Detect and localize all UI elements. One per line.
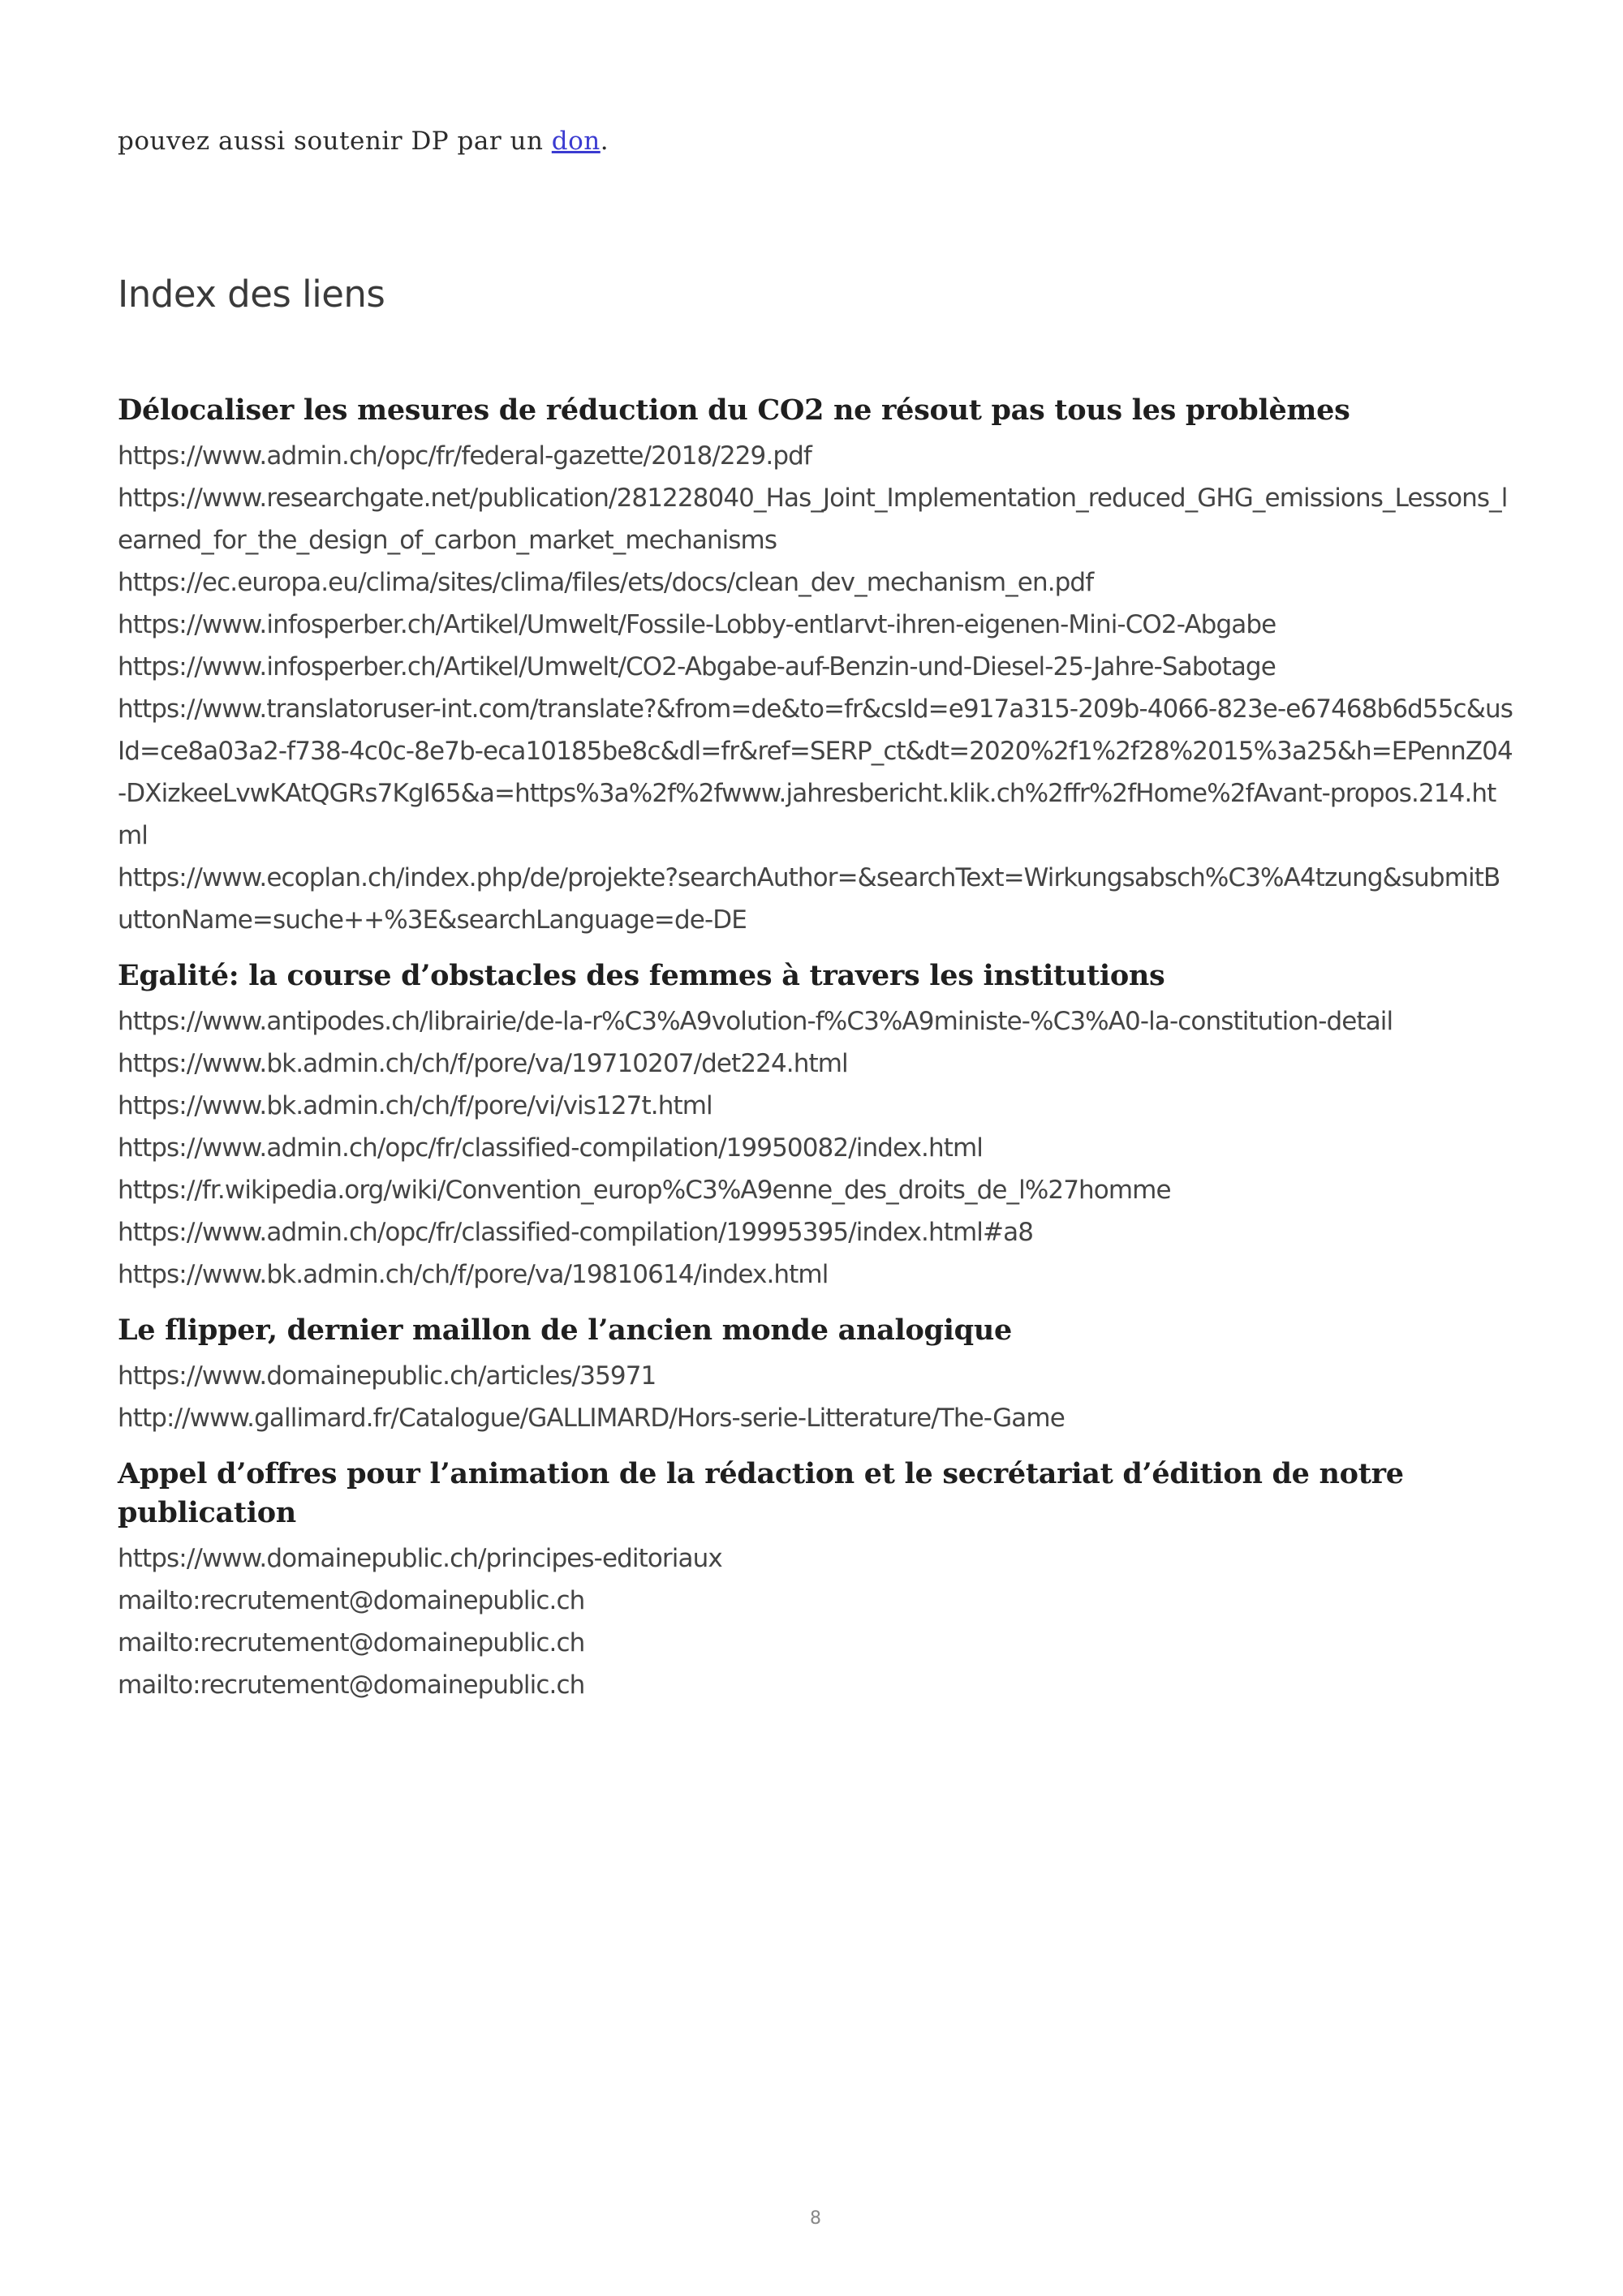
link-section <box>118 391 1513 941</box>
link-url[interactable]: https://www.bk.admin.ch/ch/f/pore/va/19810614/index.html <box>118 1260 829 1289</box>
link-url[interactable]: https://www.admin.ch/opc/fr/classified-compilation/19995395/index.html#a8 <box>118 1218 1034 1247</box>
intro-paragraph <box>118 127 609 156</box>
link-url[interactable]: https://www.ecoplan.ch/index.php/de/projekte?searchAuthor=&searchText=Wirkungsabsch%C3%A4tzung&submitButtonName=suche++%3E&searchLanguage=de-DE <box>118 863 1500 935</box>
link-url[interactable]: https://fr.wikipedia.org/wiki/Convention_europ%C3%A9enne_des_droits_de_l%27homme <box>118 1176 1171 1205</box>
link-index <box>118 391 1513 1722</box>
link-url[interactable]: https://www.bk.admin.ch/ch/f/pore/va/19710207/det224.html <box>118 1049 848 1078</box>
link-url[interactable]: mailto:recrutement@domainepublic.ch <box>118 1628 585 1658</box>
intro-period: . <box>600 127 609 156</box>
link-section <box>118 1311 1513 1439</box>
section-title: Le flipper, dernier maillon de l’ancien monde analogique <box>118 1314 1012 1347</box>
document-page <box>118 0 1513 2296</box>
link-url[interactable]: http://www.gallimard.fr/Catalogue/GALLIMARD/Hors-serie-Litterature/The-Game <box>118 1404 1065 1433</box>
link-url[interactable]: https://www.bk.admin.ch/ch/f/pore/vi/vis127t.html <box>118 1091 712 1120</box>
link-url[interactable]: mailto:recrutement@domainepublic.ch <box>118 1670 585 1700</box>
link-url[interactable]: mailto:recrutement@domainepublic.ch <box>118 1586 585 1615</box>
link-section <box>118 957 1513 1296</box>
link-url[interactable]: https://www.infosperber.ch/Artikel/Umwelt/Fossile-Lobby-entlarvt-ihren-eigenen-Mini-CO2-Abgabe <box>118 610 1276 639</box>
link-url[interactable]: https://www.domainepublic.ch/principes-editoriaux <box>118 1544 722 1573</box>
section-title: Egalité: la course d’obstacles des femmes à travers les institutions <box>118 959 1165 992</box>
section-title: Appel d’offres pour l’animation de la rédaction et le secrétariat d’édition de notre publication <box>118 1457 1404 1529</box>
link-url[interactable]: https://www.translatoruser-int.com/translate?&from=de&to=fr&csId=e917a315-209b-4066-823e-e67468b6d55c&usId=ce8a03a2-f738-4c0c-8e7b-eca10185be8c&dl=fr&ref=SERP_ct&dt=2020%2f1%2f28%2015%3a25&h=EPennZ04-DXizkeeLvwKAtQGRs7KgI65&a=https%3a%2f%2fwww.jahresbericht.klik.ch%2ffr%2fHome%2fAvant-propos.214.html <box>118 694 1513 850</box>
link-url[interactable]: https://www.admin.ch/opc/fr/federal-gazette/2018/229.pdf <box>118 441 812 471</box>
link-url[interactable]: https://www.researchgate.net/publication/281228040_Has_Joint_Implementation_reduced_GHG_emissions_Lessons_learned_for_the_design_of_carbon_market_mechanisms <box>118 484 1508 555</box>
link-url[interactable]: https://www.infosperber.ch/Artikel/Umwelt/CO2-Abgabe-auf-Benzin-und-Diesel-25-Jahre-Sabotage <box>118 652 1276 681</box>
link-url[interactable]: https://www.admin.ch/opc/fr/classified-compilation/19950082/index.html <box>118 1133 984 1163</box>
link-section <box>118 1455 1513 1706</box>
intro-text: pouvez aussi soutenir DP par un <box>118 127 552 156</box>
page-number: 8 <box>810 2208 821 2229</box>
donation-link[interactable]: don <box>551 127 601 156</box>
section-title: Délocaliser les mesures de réduction du CO2 ne résout pas tous les problèmes <box>118 393 1350 427</box>
link-url[interactable]: https://ec.europa.eu/clima/sites/clima/files/ets/docs/clean_dev_mechanism_en.pdf <box>118 568 1094 597</box>
index-title: Index des liens <box>118 273 385 316</box>
link-url[interactable]: https://www.antipodes.ch/librairie/de-la-r%C3%A9volution-f%C3%A9ministe-%C3%A0-la-constitution-detail <box>118 1007 1393 1036</box>
link-url[interactable]: https://www.domainepublic.ch/articles/35971 <box>118 1361 657 1391</box>
